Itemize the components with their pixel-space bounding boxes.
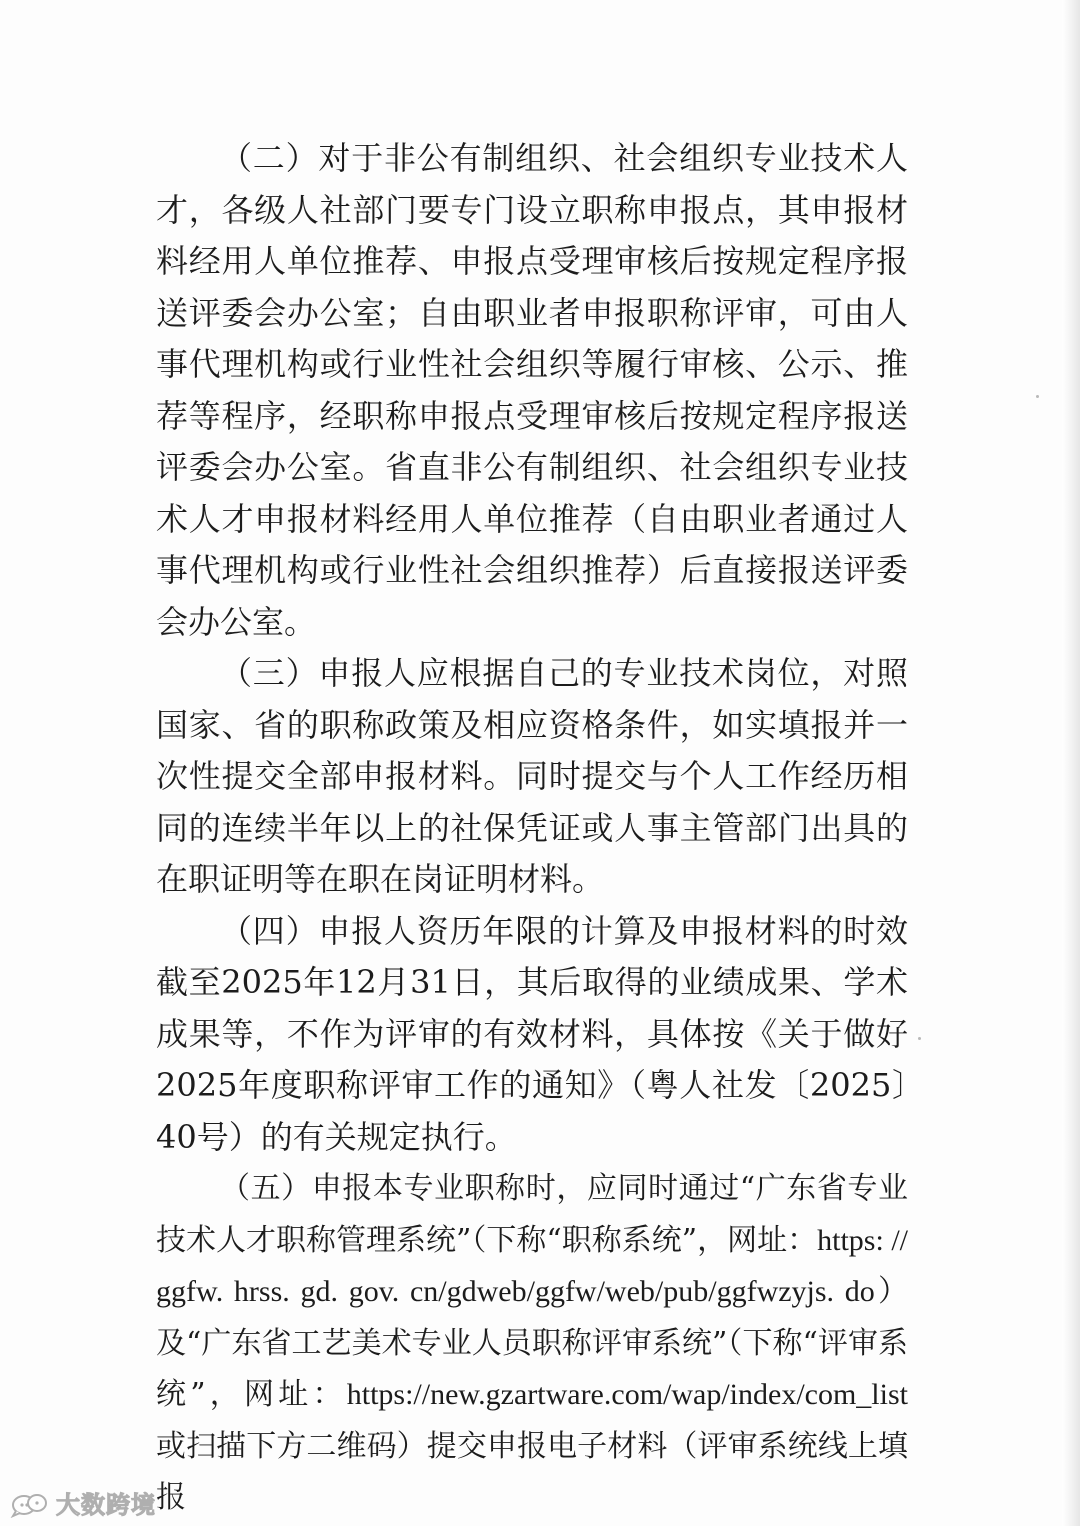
page-shadow-edge [1062, 0, 1080, 1526]
paragraph-5-tail: 或扫描下方二维码）提交申报电子材料（评审系统线上填报 [156, 1428, 908, 1515]
scan-speck [1036, 395, 1039, 398]
document-body [156, 133, 908, 1524]
watermark-text: 大数跨境 [56, 1491, 156, 1519]
paragraph-5-middle: ）及“广东省工艺美术专业人员职称评审系统”（下称“评审系统”，网址： [156, 1274, 908, 1412]
watermark [10, 1491, 156, 1519]
paragraph-5 [156, 1163, 908, 1524]
paragraph-3: （三）申报人应根据自己的专业技术岗位，对照国家、省的职称政策及相应资格条件，如实填报并一次性提交全部申报材料。同时提交与个人工作经历相同的连续半年以上的社保凭证或人事主管部门出具的在职证明等在职在岗证明材料。 [156, 654, 908, 898]
paragraph-5-lead: （五）申报本专业职称时，应同时通过“广东省专业技术人才职称管理系统”（下称“职称系统”，网址： [156, 1171, 908, 1258]
review-system-url: https://new.gzartware.com/wap/index/com_list [346, 1378, 908, 1411]
paragraph-2: （二）对于非公有制组织、社会组织专业技术人才，各级人社部门要专门设立职称申报点，其申报材料经用人单位推荐、申报点受理审核后按规定程序报送评委会办公室；自由职业者申报职称评审，可由人事代理机构或行业性社会组织等履行审核、公示、推荐等程序，经职称申报点受理审核后按规定程序报送评委会办公室。省直非公有制组织、社会组织专业技术人才申报材料经用人单位推荐（自由职业者通过人事代理机构或行业性社会组织推荐）后直接报送评委会办公室。 [156, 139, 908, 641]
scan-speck [918, 1037, 921, 1040]
paragraph-4: （四）申报人资历年限的计算及申报材料的时效截至2025年12月31日，其后取得的业绩成果、学术成果等，不作为评审的有效材料，具体按《关于做好2025年度职称评审工作的通知》（粤人社发〔2025〕40号）的有关规定执行。 [156, 911, 908, 1156]
title-system-url: https: //ggfw. hrss. gd. gov. cn/gdweb/ggfw/web/pub/ggfwzyjs. do [156, 1223, 908, 1308]
bubble-logo-icon [10, 1492, 50, 1518]
